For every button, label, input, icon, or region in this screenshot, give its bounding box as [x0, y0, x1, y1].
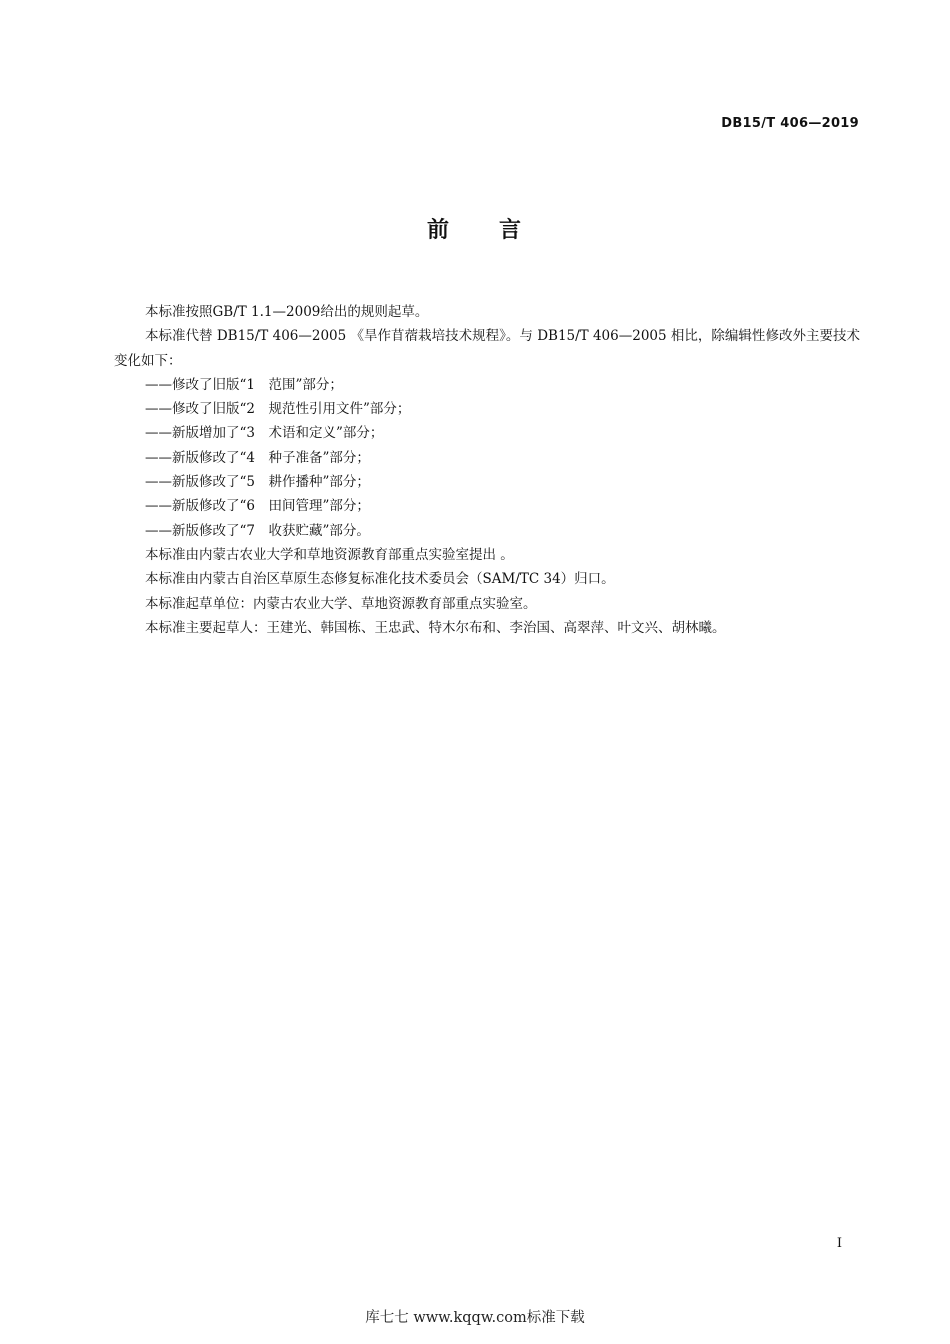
standard-code: DB15/T 406—2019 [721, 116, 859, 131]
paragraph-drafting-units: 本标准起草单位：内蒙古农业大学、草地资源教育部重点实验室。 [145, 595, 537, 612]
list-item-change: ——新版修改了“4 种子准备”部分； [145, 449, 370, 466]
page-number: I [836, 1236, 842, 1251]
footer-watermark: 库七七 www.kqqw.com标准下载 [365, 1310, 585, 1326]
list-item-change: ——新版修改了“5 耕作播种”部分； [145, 474, 370, 491]
page-title: 前 言 [426, 218, 523, 243]
list-item-change: ——新版修改了“6 田间管理”部分； [145, 498, 370, 515]
paragraph-drafters: 本标准主要起草人：王建光、韩国栋、王忠武、特木尔布和、李治国、高翠萍、叶文兴、胡林曦。 [145, 619, 726, 636]
list-item-change: ——修改了旧版“2 规范性引用文件”部分； [145, 401, 411, 418]
paragraph-drafting-rules: 本标准按照GB/T 1.1—2009给出的规则起草。 [145, 304, 429, 320]
paragraph-committee: 本标准由内蒙古自治区草原生态修复标准化技术委员会（SAM/TC 34）归口。 [145, 571, 615, 588]
list-item-change: ——新版增加了“3 术语和定义”部分； [145, 425, 384, 442]
list-item-change: ——修改了旧版“1 范围”部分； [145, 376, 343, 393]
list-item-change: ——新版修改了“7 收获贮藏”部分。 [145, 522, 370, 539]
paragraph-proposer: 本标准由内蒙古农业大学和草地资源教育部重点实验室提出 。 [145, 546, 514, 563]
foreword-body [114, 300, 860, 640]
paragraph-replacement: 本标准代替 DB15/T 406—2005 《旱作苜蓿栽培技术规程》。与 DB15/T 406—2005 相比，除编辑性修改外主要技术变化如下： [114, 328, 860, 369]
